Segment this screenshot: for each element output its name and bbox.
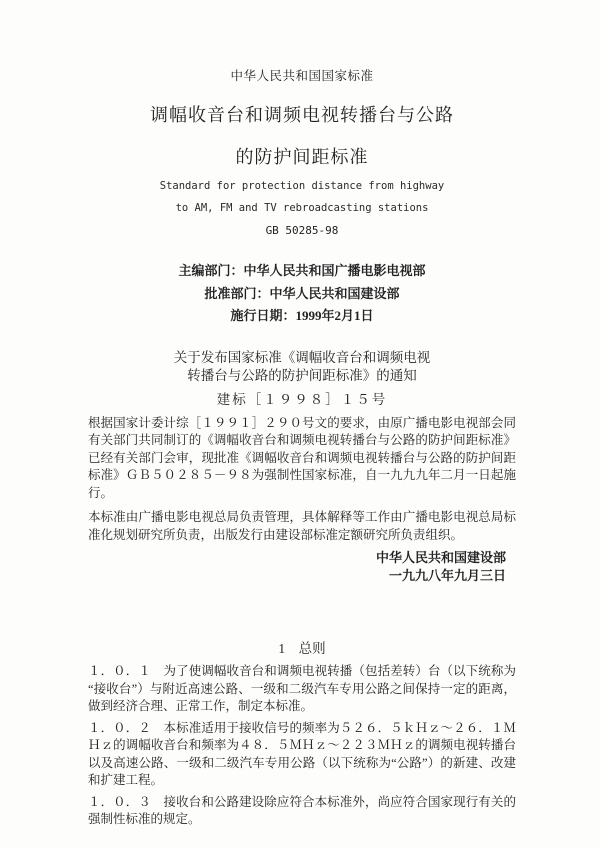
clause-1-0-1: １．０．１ 为了使调幅收音台和调频电视转播（包括差转）台（以下统称为“接收台”）与附近高速公路、一级和二级汽车专用公路之间保持一定的距离，做到经济合理、正常工作，制定本标准。 [88, 664, 516, 713]
standard-code: GB 50285-98 [265, 224, 339, 237]
doc-title-line1: 调幅收音台和调频电视转播台与公路 [150, 105, 454, 125]
chief-editor-dept: 主编部门：中华人民共和国广播电影电视部 [178, 263, 426, 278]
signature-date: 一九九八年九月三日 [388, 567, 506, 583]
notice-paragraph-1: 根据国家计委计综［１９９１］２９０号文的要求，由原广播电影电视部会同有关部门共同制订的《调幅收音台和调频电视转播台与公路的防护间距标准》已经有关部门会审，现批准《调幅收音台和调频电视转播台与公路的防护间距标准》ＧＢ５０２８５－９８为强制性国家标准，自一九九九年二月一日起施行。 [88, 415, 516, 500]
notice-title-line2: 转播台与公路的防护间距标准》的通知 [187, 367, 417, 383]
national-standard-label: 中华人民共和国国家标准 [230, 69, 374, 83]
doc-title-en-line1: Standard for protection distance from highway [159, 180, 445, 192]
doc-title-line2: 的防护间距标准 [235, 147, 369, 167]
meta-block [88, 260, 516, 328]
notice-paragraph-2: 本标准由广播电影电视总局负责管理，具体解释等工作由广播电影电视总局标准化规划研究所负责，出版发行由建设部标准定额研究所负责组织。 [88, 510, 516, 542]
doc-title-en-line2: to AM, FM and TV rebroadcasting stations [175, 202, 429, 214]
notice-title-line1: 关于发布国家标准《调幅收音台和调频电视 [173, 349, 431, 365]
clause-1-0-2: １．０．２ 本标准适用于接收信号的频率为５２６．５ｋＨｚ～２６．１ＭＨｚ的调幅收音台和频率为４８．５ＭＨｚ～２２３ＭＨｚ的调频电视转播台以及高速公路、一级和二级汽车专用公路（以下统称为“公路”）的新建、改建和扩建工程。 [88, 720, 516, 787]
approval-dept: 批准部门：中华人民共和国建设部 [204, 285, 400, 301]
effective-date: 施行日期：1999年2月1日 [230, 308, 374, 323]
clause-1-0-3: １．０．３ 接收台和公路建设除应符合本标准外，尚应符合国家现行有关的强制性标准的规定。 [88, 794, 516, 826]
notice-doc-number: 建标［１９９８］１５号 [216, 391, 388, 407]
signature-org: 中华人民共和国建设部 [375, 550, 506, 565]
chapter-1-heading: 1 总则 [278, 641, 326, 656]
